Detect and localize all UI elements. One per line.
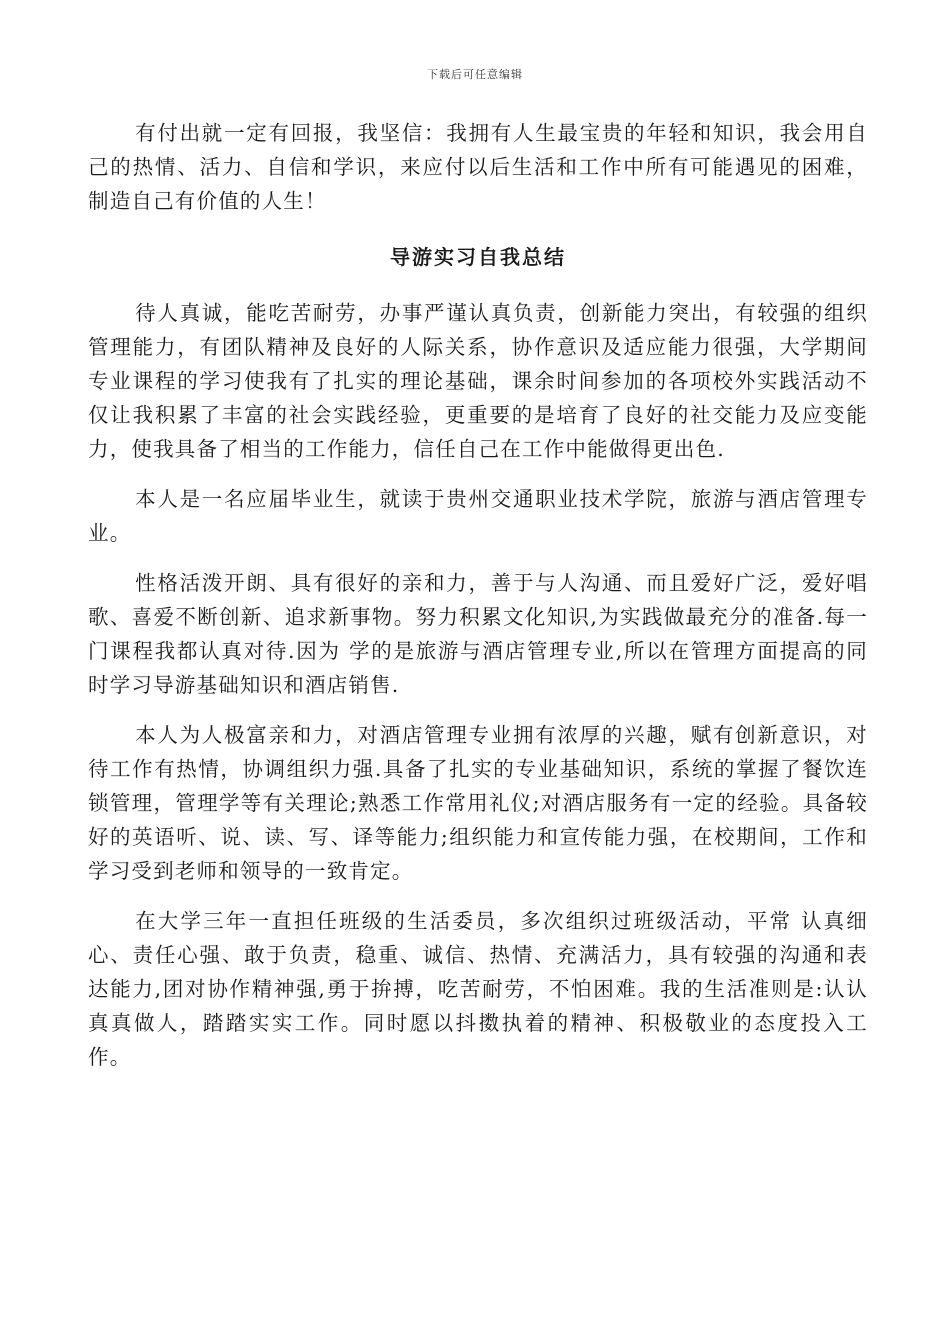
- intro-paragraph: 有付出就一定有回报，我坚信：我拥有人生最宝贵的年轻和知识，我会用自己的热情、活力、自信和学识，来应付以后生活和工作中所有可能遇见的困难，制造自己有价值的人生！: [88, 121, 868, 213]
- document-body: [88, 116, 868, 1074]
- body-paragraph: 性格活泼开朗、具有很好的亲和力，善于与人沟通、而且爱好广泛，爱好唱歌、喜爱不断创新、追求新事物。努力积累文化知识,为实践做最充分的准备.每一门课程我都认真对待.因为 学的是旅游与酒店管理专业,所以在管理方面提高的同时学习导游基础知识和酒店销售.: [88, 571, 868, 697]
- page-header-note: 下载后可任意编辑: [427, 68, 523, 81]
- body-paragraph: 本人为人极富亲和力，对酒店管理专业拥有浓厚的兴趣，赋有创新意识，对待工作有热情，协调组织力强.具备了扎实的专业基础知识，系统的掌握了餐饮连锁管理，管理学等有关理论;熟悉工作常用礼仪;对酒店服务有一定的经验。具备较好的英语听、说、读、写、译等能力;组织能力和宣传能力强，在校期间，工作和学习受到老师和领导的一致肯定。: [88, 723, 868, 883]
- section-title: 导游实习自我总结: [390, 245, 566, 269]
- body-paragraph: 本人是一名应届毕业生，就读于贵州交通职业技术学院，旅游与酒店管理专业。: [88, 487, 868, 545]
- body-paragraph: 待人真诚，能吃苦耐劳，办事严谨认真负责，创新能力突出，有较强的组织管理能力，有团队精神及良好的人际关系，协作意识及适应能力很强，大学期间专业课程的学习使我有了扎实的理论基础，课余时间参加的各项校外实践活动不仅让我积累了丰富的社会实践经验，更重要的是培育了良好的社交能力及应变能力，使我具备了相当的工作能力，信任自己在工作中能做得更出色.: [88, 301, 868, 461]
- body-paragraph: 在大学三年一直担任班级的生活委员，多次组织过班级活动，平常 认真细心、责任心强、敢于负责，稳重、诚信、热情、充满活力，具有较强的沟通和表达能力,团对协作精神强,勇于拚搏，吃苦耐劳，不怕困难。我的生活准则是:认认真真做人，踏踏实实工作。同时愿以抖擞执着的精神、积极敬业的态度投入工作。: [88, 909, 868, 1069]
